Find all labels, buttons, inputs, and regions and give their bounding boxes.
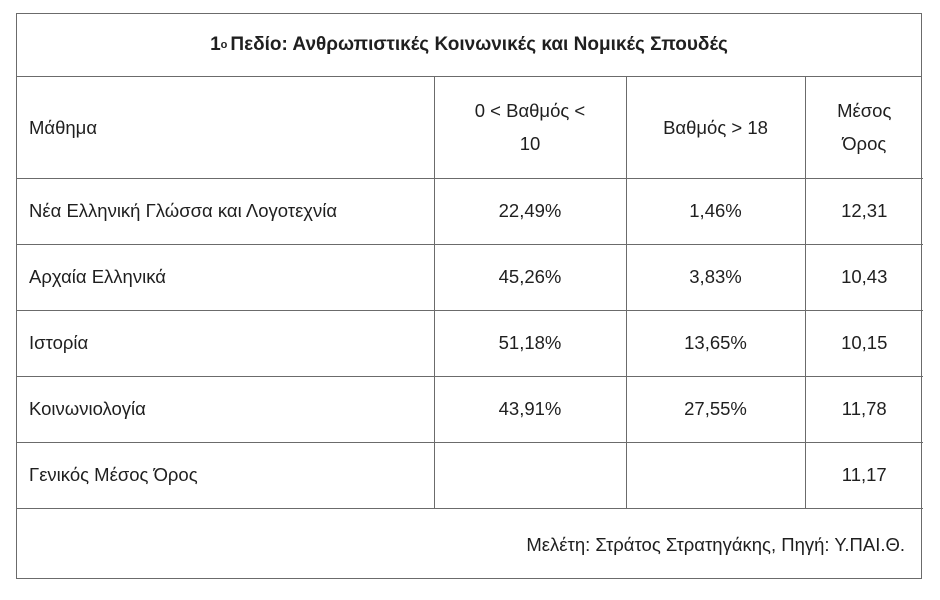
grades-table xyxy=(17,77,923,509)
cell-low: 51,18% xyxy=(434,310,626,376)
cell-high: 27,55% xyxy=(626,376,805,442)
cell-high xyxy=(626,442,805,508)
cell-avg: 10,43 xyxy=(805,244,923,310)
cell-low: 43,91% xyxy=(434,376,626,442)
table-row xyxy=(17,244,923,310)
header-average xyxy=(805,77,923,178)
cell-avg: 12,31 xyxy=(805,178,923,244)
header-high-grade: Βαθμός > 18 xyxy=(626,77,805,178)
source-footer xyxy=(17,512,921,578)
grades-table-frame xyxy=(16,13,922,579)
cell-high: 3,83% xyxy=(626,244,805,310)
title-superscript: ο xyxy=(220,39,228,51)
cell-avg: 11,17 xyxy=(805,442,923,508)
cell-high: 13,65% xyxy=(626,310,805,376)
cell-high: 1,46% xyxy=(626,178,805,244)
cell-subject: Κοινωνιολογία xyxy=(17,376,434,442)
source-text: Μελέτη: Στράτος Στρατηγάκης, Πηγή: Υ.ΠΑΙ.Θ. xyxy=(526,534,905,555)
table-title xyxy=(17,14,921,77)
header-low-line2: 10 xyxy=(519,133,541,155)
cell-low: 22,49% xyxy=(434,178,626,244)
cell-avg: 10,15 xyxy=(805,310,923,376)
header-subject: Μάθημα xyxy=(17,77,434,178)
title-text: Πεδίο: Ανθρωπιστικές Κοινωνικές και Νομικές Σπουδές xyxy=(230,34,728,55)
header-low-grade xyxy=(434,77,626,178)
header-low-line1: 0 < Βαθμός < xyxy=(474,100,586,122)
cell-subject: Ιστορία xyxy=(17,310,434,376)
table-row xyxy=(17,442,923,508)
cell-low xyxy=(434,442,626,508)
header-avg-line1: Μέσος xyxy=(837,100,892,122)
cell-low: 45,26% xyxy=(434,244,626,310)
cell-subject: Αρχαία Ελληνικά xyxy=(17,244,434,310)
table-header-row xyxy=(17,77,923,178)
table-row xyxy=(17,310,923,376)
cell-avg: 11,78 xyxy=(805,376,923,442)
table-row xyxy=(17,178,923,244)
cell-subject: Γενικός Μέσος Όρος xyxy=(17,442,434,508)
cell-subject: Νέα Ελληνική Γλώσσα και Λογοτεχνία xyxy=(17,178,434,244)
title-number: 1 xyxy=(210,34,221,55)
header-avg-line2: Όρος xyxy=(842,133,887,155)
table-row xyxy=(17,376,923,442)
